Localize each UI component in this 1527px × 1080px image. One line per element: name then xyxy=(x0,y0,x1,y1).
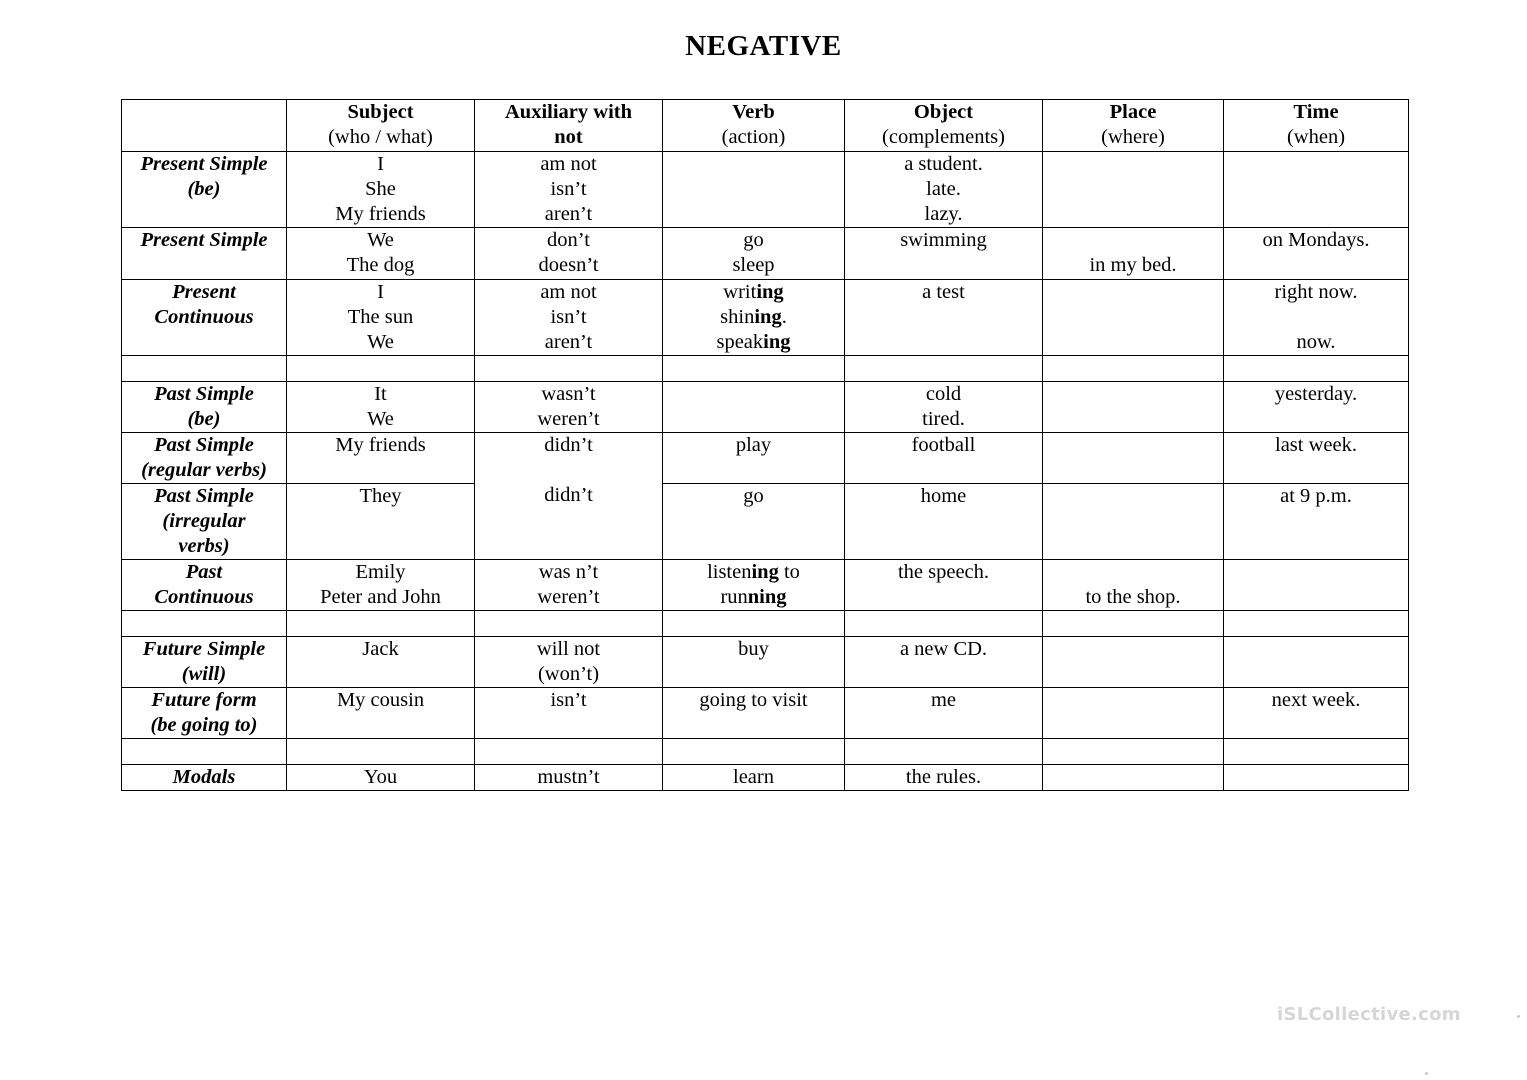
object-text: a new CD. xyxy=(899,638,988,660)
object-cell xyxy=(845,765,1043,791)
blank-line xyxy=(1226,305,1406,330)
table-row-modals xyxy=(122,765,1409,791)
table-row-past-simple-be xyxy=(122,382,1409,433)
row-label-cell xyxy=(122,688,287,739)
verb-text: go xyxy=(743,229,764,251)
time-cell xyxy=(1224,280,1409,356)
empty-cell xyxy=(663,739,845,765)
verb-text xyxy=(665,585,842,610)
header-cell-subject xyxy=(287,100,475,152)
empty-cell xyxy=(845,739,1043,765)
time-cell xyxy=(1224,152,1409,228)
table-row-spacer xyxy=(122,611,1409,637)
auxiliary-text: mustn’t xyxy=(537,766,600,788)
place-text: in my bed. xyxy=(1089,254,1177,276)
place-cell xyxy=(1043,280,1224,356)
header-cell-object xyxy=(845,100,1043,152)
table-row-past-simple-regular xyxy=(122,433,1409,484)
object-text: the speech. xyxy=(897,561,990,583)
object-text: football xyxy=(911,434,976,456)
verb-suffix: ing xyxy=(751,561,779,583)
verb-stem: writ xyxy=(723,281,757,303)
subject-text: Peter and John xyxy=(320,586,441,608)
verb-text: play xyxy=(735,434,772,456)
auxiliary-text: (won’t) xyxy=(537,663,600,685)
auxiliary-text: don’t xyxy=(547,229,590,251)
object-cell xyxy=(845,484,1043,560)
row-label-cell xyxy=(122,433,287,484)
place-cell xyxy=(1043,637,1224,688)
empty-cell xyxy=(122,611,287,637)
header-subtitle: (complements) xyxy=(882,126,1005,148)
empty-cell xyxy=(1224,739,1409,765)
place-cell xyxy=(1043,484,1224,560)
auxiliary-cell xyxy=(475,228,663,280)
subject-cell xyxy=(287,433,475,484)
time-text: last week. xyxy=(1275,434,1357,456)
verb-stem: listen xyxy=(707,561,752,583)
object-text: cold xyxy=(925,383,962,405)
subject-text: The sun xyxy=(347,306,414,328)
empty-cell xyxy=(287,611,475,637)
page-title: NEGATIVE xyxy=(685,30,842,62)
tense-label: Past Simple xyxy=(154,434,254,456)
verb-suffix: ing xyxy=(756,281,784,303)
subject-cell xyxy=(287,765,475,791)
object-cell xyxy=(845,688,1043,739)
auxiliary-cell xyxy=(475,280,663,356)
verb-text xyxy=(665,280,842,305)
header-cell-corner xyxy=(122,100,287,152)
object-text: late. xyxy=(926,178,961,200)
object-text: lazy. xyxy=(924,203,963,225)
subject-text: She xyxy=(365,178,396,200)
empty-cell xyxy=(845,356,1043,382)
object-text: the rules. xyxy=(905,766,982,788)
watermark-logo: iSLCollective.com xyxy=(1277,1004,1461,1025)
object-text: home xyxy=(920,485,967,507)
verb-cell xyxy=(663,152,845,228)
auxiliary-text: wasn’t xyxy=(541,383,596,405)
place-text: to the shop. xyxy=(1085,586,1181,608)
verb-cell xyxy=(663,382,845,433)
time-text: now. xyxy=(1296,331,1336,353)
object-cell xyxy=(845,382,1043,433)
empty-cell xyxy=(122,739,287,765)
tense-label: (be going to) xyxy=(150,714,258,736)
time-text: right now. xyxy=(1274,281,1358,303)
place-cell xyxy=(1043,382,1224,433)
place-cell xyxy=(1043,228,1224,280)
table-row-present-continuous xyxy=(122,280,1409,356)
time-cell xyxy=(1224,637,1409,688)
place-cell xyxy=(1043,765,1224,791)
table-row-future-simple xyxy=(122,637,1409,688)
auxiliary-text: isn’t xyxy=(550,178,587,200)
auxiliary-cell xyxy=(475,382,663,433)
row-label-cell xyxy=(122,765,287,791)
subject-text: You xyxy=(363,766,398,788)
empty-cell xyxy=(1224,356,1409,382)
tense-label: Present Simple xyxy=(140,229,268,251)
auxiliary-cell xyxy=(475,765,663,791)
object-cell xyxy=(845,637,1043,688)
auxiliary-text: am not xyxy=(540,281,597,303)
verb-text xyxy=(665,305,842,330)
verb-text: learn xyxy=(733,766,774,788)
object-text: a test xyxy=(922,281,965,303)
time-cell xyxy=(1224,433,1409,484)
header-title: Place xyxy=(1109,101,1157,123)
tense-label: verbs) xyxy=(178,535,230,557)
time-text: yesterday. xyxy=(1274,383,1358,405)
tense-label: Present xyxy=(172,281,236,303)
empty-cell xyxy=(1224,611,1409,637)
header-row xyxy=(122,100,1409,152)
verb-stem: run xyxy=(720,586,748,608)
header-cell-place xyxy=(1043,100,1224,152)
subject-text: My friends xyxy=(335,203,426,225)
verb-cell xyxy=(663,280,845,356)
header-title: Verb xyxy=(732,101,775,123)
auxiliary-cell xyxy=(475,688,663,739)
table-row-future-form xyxy=(122,688,1409,739)
verb-text xyxy=(665,560,842,585)
empty-cell xyxy=(1043,611,1224,637)
time-text: on Mondays. xyxy=(1262,229,1370,251)
auxiliary-text: didn’t xyxy=(544,484,593,506)
tense-label: Future form xyxy=(151,689,257,711)
header-cell-auxiliary xyxy=(475,100,663,152)
tense-label: Future Simple xyxy=(142,638,266,660)
verb-cell xyxy=(663,688,845,739)
empty-cell xyxy=(663,611,845,637)
subject-text: I xyxy=(377,281,384,303)
row-label-cell xyxy=(122,560,287,611)
table-row-past-continuous xyxy=(122,560,1409,611)
subject-text: We xyxy=(367,229,394,251)
table-row-spacer xyxy=(122,739,1409,765)
row-label-cell xyxy=(122,280,287,356)
verb-cell xyxy=(663,433,845,484)
time-text: next week. xyxy=(1271,689,1361,711)
verb-suffix: ing xyxy=(763,331,791,353)
tense-label: Continuous xyxy=(154,586,254,608)
object-cell xyxy=(845,228,1043,280)
verb-text xyxy=(665,330,842,355)
empty-cell xyxy=(1043,739,1224,765)
decorative-dot xyxy=(1425,1072,1428,1075)
subject-text: We xyxy=(367,331,394,353)
time-cell xyxy=(1224,382,1409,433)
subject-cell xyxy=(287,382,475,433)
verb-text: sleep xyxy=(732,254,775,276)
subject-text: My friends xyxy=(335,434,426,456)
header-subtitle: (where) xyxy=(1101,126,1165,148)
time-cell xyxy=(1224,560,1409,611)
auxiliary-cell-merged xyxy=(475,433,663,560)
subject-cell xyxy=(287,228,475,280)
row-label-cell xyxy=(122,484,287,560)
time-cell xyxy=(1224,228,1409,280)
verb-cell xyxy=(663,484,845,560)
tense-label: (regular verbs) xyxy=(141,459,267,481)
header-title: Object xyxy=(913,101,974,123)
empty-cell xyxy=(287,739,475,765)
verb-tail: . xyxy=(781,306,787,328)
header-cell-verb xyxy=(663,100,845,152)
row-label-cell xyxy=(122,637,287,688)
object-text: tired. xyxy=(922,408,965,430)
tense-label: Past Simple xyxy=(154,485,254,507)
table-row-present-simple xyxy=(122,228,1409,280)
auxiliary-cell xyxy=(475,560,663,611)
verb-stem: speak xyxy=(716,331,764,353)
header-title: Auxiliary with xyxy=(505,101,632,123)
auxiliary-text: isn’t xyxy=(550,689,587,711)
auxiliary-text: was n’t xyxy=(538,561,599,583)
tense-label: Past Simple xyxy=(154,383,254,405)
place-cell xyxy=(1043,688,1224,739)
verb-stem: shin xyxy=(720,306,755,328)
subject-text: They xyxy=(359,485,402,507)
verb-text: buy xyxy=(738,638,769,660)
empty-cell xyxy=(122,356,287,382)
row-label-cell xyxy=(122,152,287,228)
auxiliary-text: am not xyxy=(540,153,597,175)
auxiliary-text: aren’t xyxy=(544,331,593,353)
verb-suffix: ing xyxy=(754,306,782,328)
table-row-spacer xyxy=(122,356,1409,382)
verb-text: go xyxy=(743,485,764,507)
subject-cell xyxy=(287,280,475,356)
subject-cell xyxy=(287,560,475,611)
tense-label: Past xyxy=(185,561,223,583)
auxiliary-text: will not xyxy=(536,638,601,660)
auxiliary-cell xyxy=(475,637,663,688)
object-cell xyxy=(845,152,1043,228)
header-title: Subject xyxy=(347,101,414,123)
auxiliary-text: isn’t xyxy=(550,306,587,328)
object-cell xyxy=(845,560,1043,611)
header-title-line2: not xyxy=(554,126,583,148)
place-cell xyxy=(1043,560,1224,611)
place-cell xyxy=(1043,433,1224,484)
subject-text: The dog xyxy=(346,254,415,276)
auxiliary-text: weren’t xyxy=(537,586,600,608)
table-row-past-simple-irregular xyxy=(122,484,1409,560)
tense-label: (be) xyxy=(187,408,221,430)
row-label-cell xyxy=(122,228,287,280)
header-cell-time xyxy=(1224,100,1409,152)
blank-line xyxy=(1045,228,1221,253)
empty-cell xyxy=(663,356,845,382)
header-subtitle: (when) xyxy=(1286,126,1346,148)
tense-label: Modals xyxy=(172,766,236,788)
empty-cell xyxy=(1043,356,1224,382)
auxiliary-text: aren’t xyxy=(544,203,593,225)
subject-text: Emily xyxy=(355,561,406,583)
table-row-present-simple-be xyxy=(122,152,1409,228)
subject-cell xyxy=(287,484,475,560)
auxiliary-cell xyxy=(475,152,663,228)
verb-tail: to xyxy=(778,561,800,583)
time-cell xyxy=(1224,484,1409,560)
empty-cell xyxy=(475,356,663,382)
empty-cell xyxy=(475,739,663,765)
subject-cell xyxy=(287,152,475,228)
object-cell xyxy=(845,280,1043,356)
tense-label: Continuous xyxy=(154,306,254,328)
header-subtitle: (action) xyxy=(721,126,786,148)
tense-label: (be) xyxy=(187,178,221,200)
object-cell xyxy=(845,433,1043,484)
object-text: me xyxy=(930,689,957,711)
verb-text: going to visit xyxy=(699,689,808,711)
time-text: at 9 p.m. xyxy=(1280,485,1352,507)
header-subtitle: (who / what) xyxy=(328,126,433,148)
verb-cell xyxy=(663,560,845,611)
subject-text: My cousin xyxy=(336,689,425,711)
subject-text: It xyxy=(374,383,387,405)
auxiliary-text: doesn’t xyxy=(538,254,599,276)
subject-text: I xyxy=(377,153,384,175)
tense-label: (will) xyxy=(181,663,227,685)
verb-cell xyxy=(663,765,845,791)
verb-cell xyxy=(663,228,845,280)
verb-suffix: ning xyxy=(747,586,787,608)
empty-cell xyxy=(845,611,1043,637)
place-cell xyxy=(1043,152,1224,228)
verb-cell xyxy=(663,637,845,688)
subject-text: We xyxy=(367,408,394,430)
object-text: a student. xyxy=(904,153,983,175)
header-title: Time xyxy=(1293,101,1339,123)
time-cell xyxy=(1224,688,1409,739)
empty-cell xyxy=(475,611,663,637)
blank-line xyxy=(477,458,660,483)
decorative-dot xyxy=(1517,1015,1520,1018)
auxiliary-text: weren’t xyxy=(537,408,600,430)
subject-cell xyxy=(287,637,475,688)
row-label-cell xyxy=(122,382,287,433)
subject-cell xyxy=(287,688,475,739)
auxiliary-text: didn’t xyxy=(544,434,593,456)
empty-cell xyxy=(287,356,475,382)
negative-sentence-table xyxy=(121,99,1409,791)
object-text: swimming xyxy=(900,229,987,251)
blank-line xyxy=(1045,560,1221,585)
time-cell xyxy=(1224,765,1409,791)
tense-label: (irregular xyxy=(162,510,246,532)
subject-text: Jack xyxy=(362,638,399,660)
tense-label: Present Simple xyxy=(140,153,268,175)
